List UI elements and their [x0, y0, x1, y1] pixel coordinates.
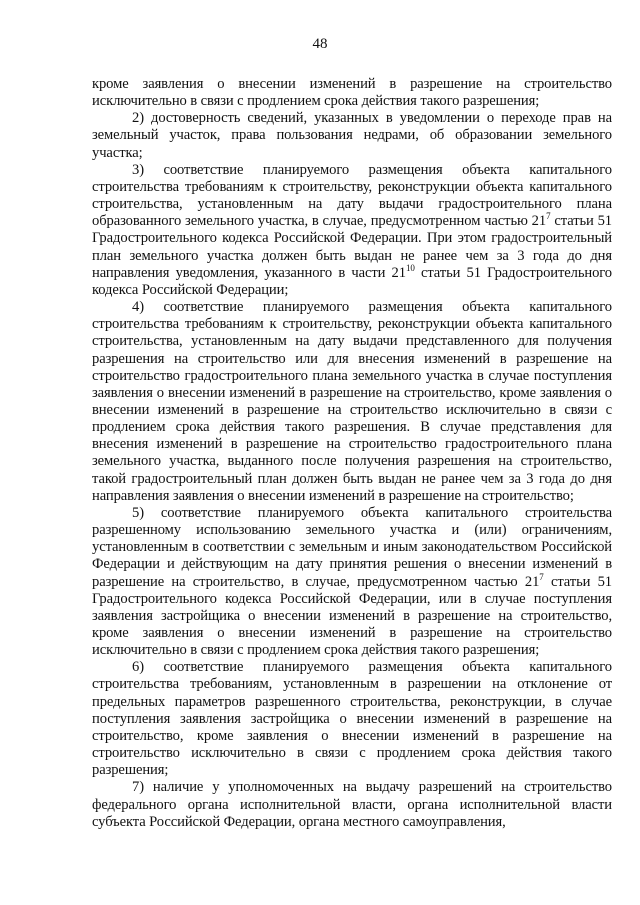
paragraph: [92, 76, 612, 110]
paragraph: [92, 659, 612, 779]
paragraph-text: статьи 51 Градостроительного кодекса Российской Федерации;: [92, 264, 612, 298]
paragraph: [92, 162, 612, 299]
paragraph-text: 7) наличие у уполномоченных на выдачу разрешений на строительство федерального органа исполнительной власти, органа исполнительной власти субъекта Российской Федерации, органа местного самоуправления,: [92, 779, 612, 830]
document-body: [92, 76, 612, 831]
paragraph-text: статьи 51 Градостроительного кодекса Российской Федерации, или в случае поступления заявления застройщика о внесении изменений в разрешение на строительство, кроме заявления о внесении изменений в разрешение на строительство исключительно в связи с продлением срока действия такого разрешения;: [92, 573, 612, 659]
superscript-reference: 7: [546, 211, 551, 222]
superscript-reference: 10: [405, 262, 415, 273]
paragraph-text: 2) достоверность сведений, указанных в уведомлении о переходе прав на земельный участок, права пользования недрами, об образовании земельного участка;: [92, 110, 612, 161]
page-number: 48: [312, 36, 328, 52]
paragraph-text: 6) соответствие планируемого размещения объекта капитального строительства требованиям, установленным в разрешении на отклонение от предельных параметров разрешенного строительства, реконструкции, в случае поступления заявления застройщика о внесении изменений в разрешение на строительство, кроме заявления о внесении изменений в разрешение на строительство исключительно в связи с продлением срока действия такого разрешения;: [92, 659, 612, 779]
superscript-reference: 7: [539, 571, 544, 582]
paragraph-text: 5) соответствие планируемого объекта капитального строительства разрешенному использованию земельного участка и (или) ограничениям, установленным в соответствии с земельным и иным законодательством Российской Федерации и действующим на дату принятия решения о внесении изменений в разрешение на строительство, в случае, предусмотренном частью 21: [92, 504, 612, 590]
paragraph-text: 4) соответствие планируемого размещения объекта капитального строительства требованиям к строительству, реконструкции объекта капитального строительства, установленным на дату выдачи представленного для получения разрешения на строительство или для внесения изменений в разрешение на строительство градостроительного плана земельного участка в случае поступления заявления о внесении изменений в разрешение на строительство, кроме заявления о внесении изменений в разрешение на строительство исключительно в связи с продлением срока действия такого разрешения. В случае представления для внесения изменений в разрешение на строительство градостроительного плана земельного участка, выданного после получения разрешения на строительство, такой градостроительный план должен быть выдан не ранее чем за 3 года до дня направления заявления о внесении изменений в разрешение на строительство;: [92, 299, 612, 504]
paragraph-text: 3) соответствие планируемого размещения объекта капитального строительства требованиям к строительству, реконструкции объекта капитального строительства, установленным на дату выдачи градостроительного плана образованного земельного участка, в случае, предусмотренном частью 21: [92, 161, 612, 230]
paragraph-text: статьи 51 Градостроительного кодекса Российской Федерации. При этом градостроительный план земельного участка должен быть выдан не ранее чем за 3 года до дня направления уведомления, указанного в части 21: [92, 213, 613, 281]
paragraph: [92, 299, 612, 505]
paragraph: [92, 505, 612, 659]
paragraph-text: кроме заявления о внесении изменений в разрешение на строительство исключительно в связи с продлением срока действия такого разрешения;: [92, 76, 612, 110]
paragraph: [92, 110, 612, 161]
paragraph: [92, 779, 612, 830]
